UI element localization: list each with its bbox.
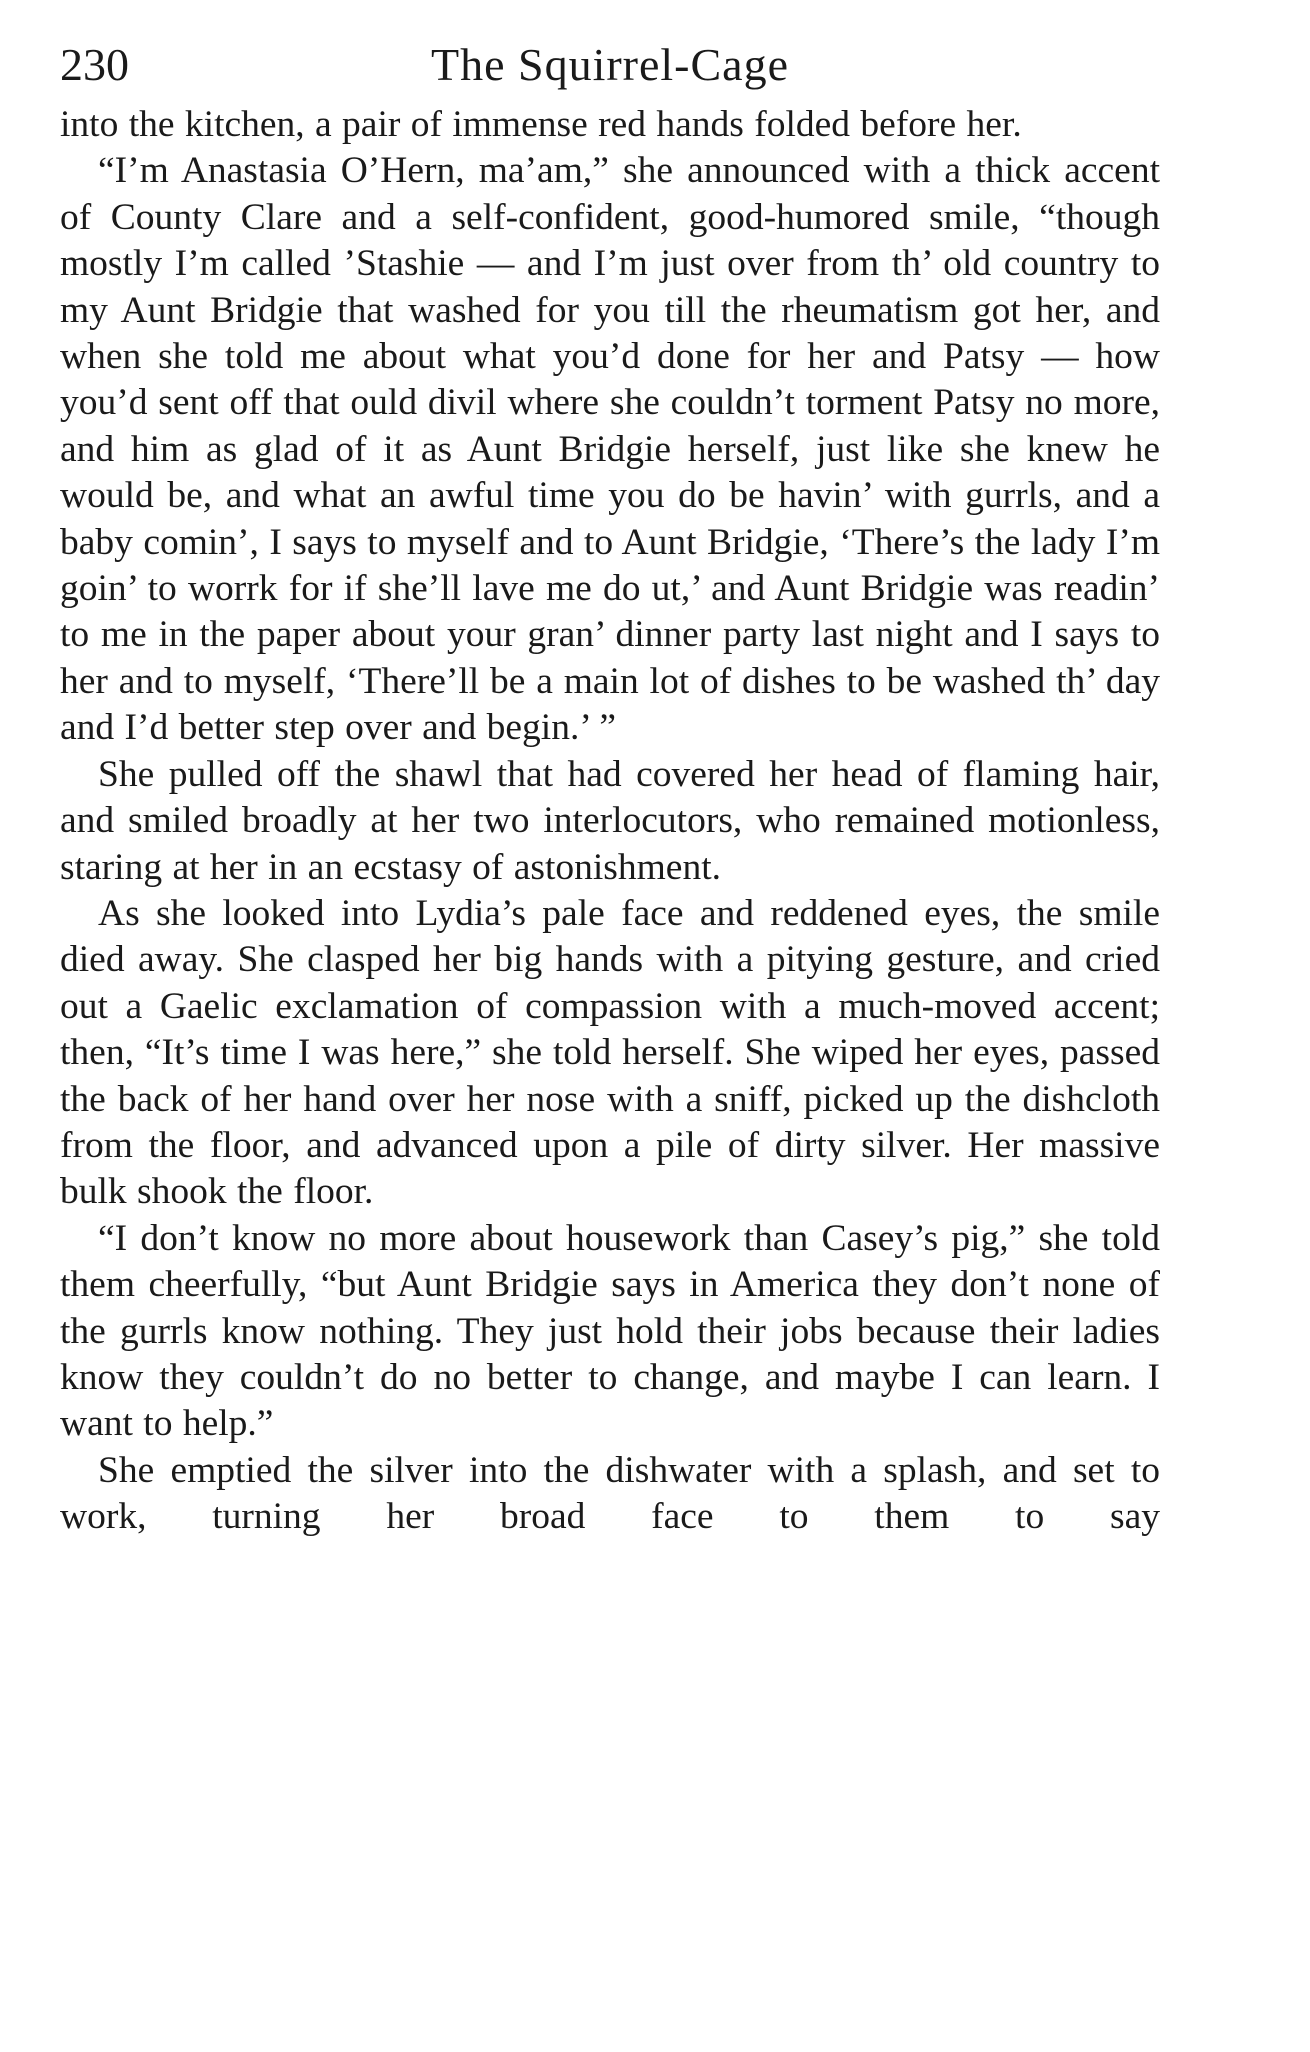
page-number: 230: [60, 39, 129, 90]
book-page: [60, 30, 1160, 1541]
paragraph-housework: “I don’t know no more about housework than Casey’s pig,” she told them cheerfully, “but Aunt Bridgie says in America they don’t none of the gurrls know nothing. They just hold their jobs because their ladies know they couldn’t do no better to change, and maybe I can learn. I want to help.”: [60, 1217, 1160, 1445]
paragraph-lydia-face: As she looked into Lydia’s pale face and reddened eyes, the smile died away. She clasped her big hands with a pitying gesture, and cried out a Gaelic exclamation of compassion with a much-moved accent; then, “It’s time I was here,” she told herself. She wiped her eyes, passed the back of her hand over her nose with a sniff, picked up the dishcloth from the floor, and advanced upon a pile of dirty silver. Her massive bulk shook the floor.: [60, 892, 1160, 1213]
paragraph-silver: She emptied the silver into the dishwater with a splash, and set to work, turning her broad face to them to say: [60, 1449, 1160, 1538]
body-text: [60, 102, 1160, 1541]
paragraph-anastasia-speech: “I’m Anastasia O’Hern, ma’am,” she announced with a thick accent of County Clare and a self-confident, good-humored smile, “though mostly I’m called ’Stashie — and I’m just over from th’ old country to my Aunt Bridgie that washed for you till the rheumatism got her, and when she told me about what you’d done for her and Patsy — how you’d sent off that ould divil where she couldn’t torment Patsy no more, and him as glad of it as Aunt Bridgie herself, just like she knew he would be, and what an awful time you do be havin’ with gurrls, and a baby comin’, I says to myself and to Aunt Bridgie, ‘There’s the lady I’m goin’ to worrk for if she’ll lave me do ut,’ and Aunt Bridgie was readin’ to me in the paper about your gran’ dinner party last night and I says to her and to myself, ‘There’ll be a main lot of dishes to be washed th’ day and I’d better step over and begin.’ ”: [60, 150, 1160, 749]
paragraph-shawl: She pulled off the shawl that had covered her head of flaming hair, and smiled broadly at her two interlocutors, who remained motionless, staring at her in an ecstasy of astonishment.: [60, 753, 1160, 888]
running-head: [60, 30, 1160, 100]
paragraph-continuation: into the kitchen, a pair of immense red hands folded before her.: [60, 104, 1022, 145]
running-title: The Squirrel-Cage: [430, 39, 790, 90]
